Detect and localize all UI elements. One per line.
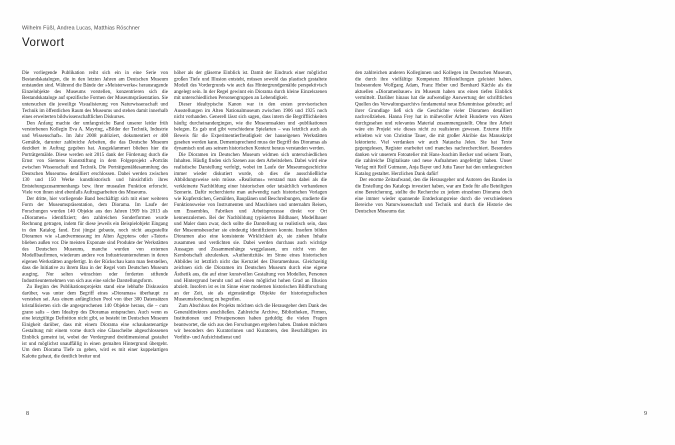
- paragraph: höher als der gläserne Einblick ist. Damit der Eindruck einer möglichst großen Tiefe und Illusion entsteht, müssen sowohl das plastisch gestaltete Modell des Vordergrunds wie auch das Hintergrundgemälde perspektivisch angelegt sein. In der Regel gewinnt ein Diorama durch kleine Einzelszenen mit unterschiedlichen Personengruppen an Lebendigkeit.: [174, 70, 327, 101]
- column-text: [355, 70, 512, 215]
- paragraph: Zum Abschluss des Projekts möchten sich die Herausgeber dem Dank des Generaldirektors anschließen. Zahlreiche Archive, Bibliotheken, Firmen, Institutionen und Privatpersonen haben geduldig die vielen Fragen beantwortet, die sich aus den Forschungen ergeben haben. Danken möchten wir besonders den Kuratorinnen und Kuratoren, den Beschäftigten im Vorführ- und Aufsichtsdienst und: [174, 302, 327, 340]
- authors-line: Wilhelm Füßl, Andrea Lucas, Matthias Röschner: [22, 25, 140, 31]
- page-number-right: 9: [644, 411, 647, 417]
- paragraph: Zu Beginn des Publikationsprojekts stand eine lebhafte Diskussion darüber, was unter dem Begriff eines »Dioramas« überhaupt zu verstehen sei. Aus einem anfänglichen Pool von über 300 Datensätzen kristallisierten sich die angesprochenen 140 Objekte heraus, die – cum grano salis – dem Idealtyp des Dioramas entsprachen. Auch wenn es eine letztgültige Definition nicht gibt, so besteht im Deutschen Museum Einigkeit darüber, dass mit einem Diorama eine schaukastenartige Gestaltung mit einem vorne durch eine Glasscheibe abgeschlossenen Einblick gemeint ist, wobei der Vordergrund dreidimensional gestaltet ist und möglichst unauffällig in einen gemalten Hintergrund übergeht. Um dem Diorama Tiefe zu geben, wird es mit einer kuppelartigen Kalotte gebaut, die deutlich breiter und: [22, 284, 168, 359]
- paragraph: Die Dioramen im Deutschen Museum widmen sich unterschiedlichen Inhalten. Häufig finden sich Szenen aus dem Arbeitsleben. Dabei wird eine realistische Darstellung verfolgt, wobei im Laufe der Museumsgeschichte immer wieder diskutiert wurde, ob dies die ausschließliche Abbildungsweise sein müsse. »Realismus« verstand man dabei als die verkleinerte Nachbildung einer historischen oder tatsächlich vorhandenen Szenerie. Dafür recherchierte man aufwendig nach historischen Vorlagen wie Kupferstichen, Gemälden, Bauplänen und Beschreibungen, studierte die Funktionsweise von Instrumenten und Maschinen und unternahm Reisen, um Ensembles, Fabriken und Arbeitsprozesse direkt vor Ort kennenzulernen. Bei der Nachbildung typisierten Bildhauer, Modellbauer und Maler dann zwar, doch sollte die Darstellung so realistisch sein, dass der Museumsbesucher sie eindeutig identifizieren konnte. Insofern bilden Dioramen also eine konsistente Wirklichkeit ab, sie ziehen Inhalte zusammen und verdichten sie. Dabei werden durchaus auch wichtige Aussagen und Zusammenhänge weggelassen, um nicht von der Kernbotschaft abzulenken. »Authentizität« im Sinne eines historischen Abbildes ist letztlich nicht das Kernziel des Dioramenbaus. Gleichzeitig zeichnen sich die Dioramen im Deutschen Museum durch eine eigene Ästhetik aus, die auf einer kunstvollen Gestaltung von Modellen, Personen und Hintergrund beruht und auf einen möglichst hohen Grad an Illusion abzielt. Insofern ist es im Sinne einer modernen historischen Bildforschung an der Zeit, sie als eigenständige Objekte der historiografischen Museumsforschung zu begreifen.: [174, 151, 328, 303]
- paragraph: Der enorme Zeitaufwand, den die Herausgeber und Autoren des Bandes in die Erstellung des Katalogs investiert haben, war am Ende für alle Beteiligten eine Bereicherung, stellte die Recherche zu jedem einzelnen Diorama doch eine immer wieder spannende Entdeckungsreise durch die verschiedenen Bereiche von Naturwissenschaft und Technik und durch die Historie des Deutschen Museums dar.: [355, 177, 512, 215]
- left-page-column-2: [174, 70, 327, 445]
- column-text: [174, 70, 327, 341]
- column-text: [22, 70, 168, 360]
- paragraph: Der dritte, hier vorliegende Band beschäftigt sich mit einer weiteren Form der Museumspräsentation, dem Diorama. Im Laufe der Forschungen wurden 140 Objekte aus den Jahren 1909 bis 2013 als »Dioramen« identifiziert; den zahlreichen Sonderformen wurde Rechnung getragen, indem für diese jeweils ein Beispielobjekt Eingang in den Katalog fand. Erst jüngst gebaute, noch nicht ausgestellte Dioramen wie »Landvermessung im Alten Ägypten« oder »Tatort« blieben außen vor. Die meisten Exponate sind Produkte der Werkstätten des Deutschen Museums, manche wurden von externen Modellbaufirmen, wiederum andere von Industrieunternehmen in deren eigenen Werkstätten angefertigt. In der Rückschau kann man feststellen, dass die Initiative zu ihrem Bau in der Regel vom Deutschen Museum ausging. Nur selten wünschten oder forderten stiftende Industrieunternehmen von sich aus eine solche Darstellungsform.: [22, 195, 168, 284]
- paragraph: Die vorliegende Publikation reiht sich ein in eine Serie von Bestandskatalogen, die in den letzten Jahren am Deutschen Museum entstanden sind. Während die Bände der »Meisterwerke« herausragende Einzelobjekte des Museums vorstellen, konzentrieren sich die Bestandskataloge auf spezifische Formen der Museumspräsentation. Sie untersuchen die jeweilige Visualisierung von Naturwissenschaft und Technik im öffentlichen Raum des Museums und stehen damit innerhalb eines erweiterten bildwissenschaftlichen Diskurses.: [22, 70, 168, 120]
- paragraph: Den Anfang machte der umfangreiche Band unserer leider früh verstorbenen Kollegin Eva A. Mayring, »Bilder der Technik, Industrie und Wissenschaft«. Im Jahr 2008 publiziert, dokumentiert er 408 Gemälde, darunter zahlreiche Arbeiten, die das Deutsche Museum dezidiert in Auftrag gegeben hat. Ausgeklammert blieben hier die Porträtgemälde. Diese werden seit 2015 dank der Förderung durch die Ernst von Siemens Kunststiftung in dem Folgeprojekt »Porträts zwischen Wissenschaft und Technik. Die Porträtgemäldesammlung des Deutschen Museums« detailliert erschlossen. Dabei werden zwischen 130 und 150 Werke kunsthistorisch und hinsichtlich ihres Entstehungszusammenhangs bzw. ihrer musealen Funktion erforscht. Viele von ihnen sind ebenfalls Auftragsarbeiten des Museums.: [22, 120, 168, 196]
- right-page-column: [355, 70, 512, 360]
- left-page-column-1: [22, 70, 168, 445]
- page-title: Vorwort: [22, 37, 65, 49]
- paragraph: Dieser idealtypische Kanon war in den ersten provisorischen Ausstellungen im Alten Nationalmuseum zwischen 1906 und 1925 noch nicht vorhanden. Generell lässt sich sagen, dass intern die Begrifflichkeiten häufig durcheinandergingen, wie die Museumsakten und -publikationen belegen. Es gab und gibt verschiedene Spielarten – was letztlich auch als Beweis für die Experimentierfreudigkeit der hauseigenen Werkstätten gesehen werden kann. Dementsprechend muss der Begriff des Dioramas als dynamisch und aus seinem historischen Kontext heraus verstanden werden.: [174, 101, 327, 152]
- paragraph: den zahlreichen anderen Kolleginnen und Kollegen im Deutschen Museum, die durch ihre vielfältige Kompetenz Hilfestellungen geleistet haben. Insbesondere Wolfgang Adam, Franz Huber und Bernhard Kächle als die aktuellen »Dioramenbauer« im Museum haben uns einen tiefen Einblick vermittelt. Darüber hinaus hat die aufwendige Auswertung der schriftlichen Quellen des Verwaltungsarchivs fundamental neue Erkenntnisse gebracht; auf ihrer Grundlage ließ sich die Geschichte vieler Dioramen detailliert nachvollziehen. Hanna Frey hat in mühevoller Arbeit Hunderte von Akten durchgesehen und relevantes Material zusammengestellt. Ohne ihre Arbeit wäre ein Projekt wie dieses nicht zu realisieren gewesen. Externe Hilfe erhielten wir von Christine Tauer, die mit großer Akribie das Manuskript lektorierte. Viel verdanken wir auch Natascha Jelen. Sie hat Texte gegengelesen, Register erarbeitet und manches nachrecherchiert. Besonders danken wir unserem Fotoatelier mit Hans-Joachim Becker und seinem Team, die zahlreiche Digitalisate und neue Aufnahmen angefertigt haben. Unser Verlag mit Rolf Gutmann, Anja Bayer und Jutta Tauer hat den umfangreichen Katalog gestaltet. Herzlichen Dank dafür!: [355, 70, 512, 177]
- page-number-left: 8: [26, 411, 29, 417]
